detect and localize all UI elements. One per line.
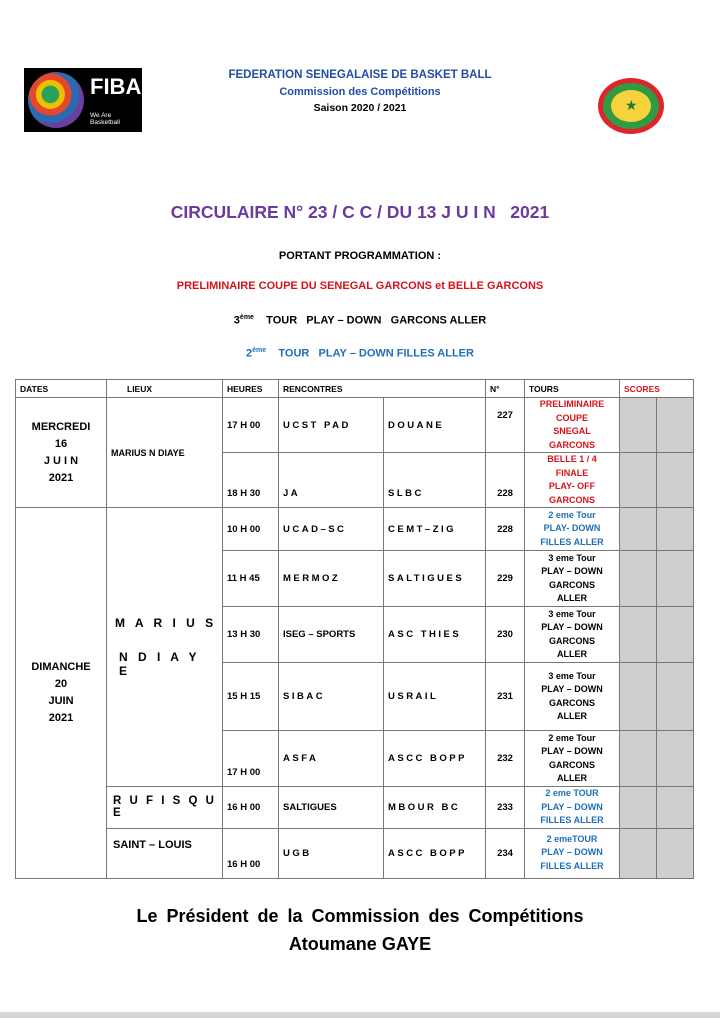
- away-team: MBOUR BC: [384, 787, 486, 829]
- table-row: [16, 828, 694, 878]
- away-team: DOUANE: [384, 398, 486, 453]
- heure-cell: 10 H 00: [223, 508, 279, 551]
- season-label: Saison 2020 / 2021: [313, 102, 407, 114]
- tour2-num: 2: [246, 347, 253, 360]
- heure-cell: 16 H 00: [223, 828, 279, 878]
- tour3-num: 3: [233, 314, 240, 327]
- away-team: ASCC BOPP: [384, 828, 486, 878]
- score-home[interactable]: [620, 551, 657, 607]
- circulaire-title: CIRCULAIRE N° 23 / C C / DU 13 J U I N 2021: [170, 202, 550, 222]
- tour-line: PLAY- OFF: [548, 481, 596, 491]
- tour-line: PRELIMINAIRE: [539, 399, 605, 409]
- away-team: SLBC: [384, 453, 486, 508]
- date-month: J U I N: [43, 454, 79, 467]
- date-num: 20: [54, 677, 68, 690]
- date-day: MERCREDI: [31, 420, 91, 433]
- home-team: ASFA: [279, 731, 384, 787]
- lieu-cell: MARIUS N DIAYE: [107, 398, 223, 508]
- date-cell-day2: [16, 508, 107, 879]
- tour2-sup: ème: [252, 347, 267, 354]
- tour-line: 2 eme Tour: [548, 732, 596, 743]
- away-team: ASC THIES: [384, 607, 486, 663]
- tour-line: PLAY – DOWN: [541, 566, 603, 576]
- heure-cell: 15 H 15: [223, 663, 279, 731]
- tour-line: ALLER: [557, 711, 588, 721]
- tour-cell: [525, 731, 620, 787]
- table-row: [16, 508, 694, 551]
- header-lieux: LIEUX: [107, 380, 223, 398]
- score-home[interactable]: [620, 508, 657, 551]
- heure-cell: 13 H 30: [223, 607, 279, 663]
- header-dates: DATES: [16, 380, 107, 398]
- federation-seal-logo: [598, 78, 664, 134]
- table-row: [16, 398, 694, 453]
- date-day: DIMANCHE: [31, 660, 91, 673]
- tour-line: PLAY – DOWN: [541, 746, 603, 756]
- lieu-cell-rufisque: R U F I S Q U E: [107, 787, 223, 829]
- tour-line: 2 eme Tour: [548, 509, 596, 520]
- tour-line: FILLES ALLER: [540, 815, 604, 825]
- tour-cell: [525, 398, 620, 453]
- date-year: 2021: [48, 711, 74, 724]
- tour2-line: [0, 347, 720, 360]
- tour-line: 3 eme Tour: [548, 608, 596, 619]
- tour-line: GARCONS: [549, 439, 596, 450]
- lieu-line1: M A R I U S: [115, 616, 217, 630]
- home-team: SIBAC: [279, 663, 384, 731]
- fiba-logo: [24, 68, 142, 132]
- heure-cell: 16 H 00: [223, 787, 279, 829]
- president-name: Atoumane GAYE: [288, 934, 432, 954]
- header-scores: SCORES: [620, 380, 694, 398]
- tour3-sup: ème: [239, 314, 254, 321]
- tour-line: ALLER: [557, 649, 588, 659]
- score-home[interactable]: [620, 828, 657, 878]
- lieu-line2: N D I A Y E: [119, 650, 200, 678]
- tour-cell: [525, 551, 620, 607]
- score-away[interactable]: [657, 453, 694, 508]
- tour-line: GARCONS: [549, 697, 596, 708]
- commission-title: Commission des Compétitions: [279, 86, 441, 98]
- tour-line: PLAY – DOWN: [541, 801, 603, 812]
- tour3-line: [0, 314, 720, 327]
- header-tours: TOURS: [525, 380, 620, 398]
- score-away[interactable]: [657, 731, 694, 787]
- home-team: JA: [279, 453, 384, 508]
- home-team: ISEG – SPORTS: [279, 607, 384, 663]
- tour-line: 2 emeTOUR: [546, 833, 598, 844]
- tour-line: PLAY- DOWN: [543, 523, 601, 534]
- date-month: JUIN: [48, 694, 74, 707]
- score-away[interactable]: [657, 508, 694, 551]
- preliminaire-line: PRELIMINAIRE COUPE DU SENEGAL GARCONS et BELLE GARCONS: [176, 280, 544, 292]
- header-heures: HEURES: [223, 380, 279, 398]
- home-team: UCST PAD: [279, 398, 384, 453]
- score-away[interactable]: [657, 828, 694, 878]
- date-year: 2021: [48, 471, 74, 484]
- header-row: [16, 380, 694, 398]
- match-num: 228: [486, 508, 525, 551]
- score-home[interactable]: [620, 787, 657, 829]
- header-num: N°: [486, 380, 525, 398]
- lieu-cell-marius: [107, 508, 223, 787]
- home-team: MERMOZ: [279, 551, 384, 607]
- tour-cell: [525, 663, 620, 731]
- score-away[interactable]: [657, 398, 694, 453]
- away-team: CEMT–ZIG: [384, 508, 486, 551]
- heure-cell: 18 H 30: [223, 453, 279, 508]
- tour-line: GARCONS: [549, 579, 596, 590]
- tour-line: SNEGAL: [553, 426, 591, 436]
- tour-cell: [525, 607, 620, 663]
- heure-cell: 17 H 00: [223, 398, 279, 453]
- star-icon: ★: [625, 97, 638, 113]
- tour-line: FINALE: [555, 467, 589, 478]
- match-num: 232: [486, 731, 525, 787]
- score-home[interactable]: [620, 731, 657, 787]
- match-num: 231: [486, 663, 525, 731]
- tour-cell: [525, 787, 620, 829]
- score-away[interactable]: [657, 607, 694, 663]
- tour2-text: TOUR PLAY – DOWN FILLES ALLER: [278, 347, 474, 360]
- date-num: 16: [54, 437, 68, 450]
- schedule-table: [15, 379, 694, 879]
- match-num: 228: [486, 453, 525, 508]
- tour-line: ALLER: [557, 593, 588, 603]
- fiba-tagline: We Are Basketball: [90, 112, 120, 126]
- tour-line: 3 eme Tour: [548, 670, 596, 681]
- match-num: 229: [486, 551, 525, 607]
- tour-line: PLAY – DOWN: [541, 847, 603, 858]
- home-team: SALTIGUES: [279, 787, 384, 829]
- heure-cell: 11 H 45: [223, 551, 279, 607]
- tour-line: GARCONS: [549, 635, 596, 646]
- score-away[interactable]: [657, 551, 694, 607]
- away-team: SALTIGUES: [384, 551, 486, 607]
- tour-line: BELLE 1 / 4: [547, 454, 597, 464]
- home-team: UGB: [279, 828, 384, 878]
- away-team: ASCC BOPP: [384, 731, 486, 787]
- tour-line: GARCONS: [549, 494, 596, 505]
- tour-line: 3 eme Tour: [548, 552, 596, 563]
- basketball-icon: [28, 72, 84, 128]
- score-home[interactable]: [620, 398, 657, 453]
- tour-line: ALLER: [557, 773, 588, 783]
- match-num: 227: [486, 398, 525, 453]
- score-home[interactable]: [620, 607, 657, 663]
- tour3-text: TOUR PLAY – DOWN GARCONS ALLER: [266, 314, 487, 327]
- tour-cell: [525, 828, 620, 878]
- tour-cell: [525, 453, 620, 508]
- score-away[interactable]: [657, 787, 694, 829]
- header-rencontres: RENCONTRES: [279, 380, 486, 398]
- tour-line: PLAY – DOWN: [541, 684, 603, 694]
- score-home[interactable]: [620, 663, 657, 731]
- tour-line: FILLES ALLER: [540, 536, 604, 547]
- fiba-logo-text: FIBA: [90, 74, 142, 99]
- tour-line: COUPE: [556, 412, 589, 423]
- score-away[interactable]: [657, 663, 694, 731]
- page-bottom-edge: [0, 1012, 720, 1018]
- score-home[interactable]: [620, 453, 657, 508]
- tour-line: FILLES ALLER: [540, 860, 604, 871]
- portant-label: PORTANT PROGRAMMATION :: [278, 250, 442, 262]
- lieu-cell-saint-louis: SAINT – LOUIS: [107, 828, 223, 878]
- match-num: 234: [486, 828, 525, 878]
- away-team: USRAIL: [384, 663, 486, 731]
- match-num: 233: [486, 787, 525, 829]
- heure-cell: 17 H 00: [223, 731, 279, 787]
- tour-line: GARCONS: [549, 759, 596, 770]
- tour-cell: [525, 508, 620, 551]
- tour-line: PLAY – DOWN: [541, 622, 603, 632]
- tour-line: 2 eme TOUR: [545, 788, 599, 798]
- home-team: UCAD–SC: [279, 508, 384, 551]
- match-num: 230: [486, 607, 525, 663]
- president-title: Le Président de la Commission des Compétitions: [136, 906, 584, 926]
- table-row: [16, 787, 694, 829]
- date-cell-day1: [16, 398, 107, 508]
- federation-title: FEDERATION SENEGALAISE DE BASKET BALL: [228, 69, 492, 81]
